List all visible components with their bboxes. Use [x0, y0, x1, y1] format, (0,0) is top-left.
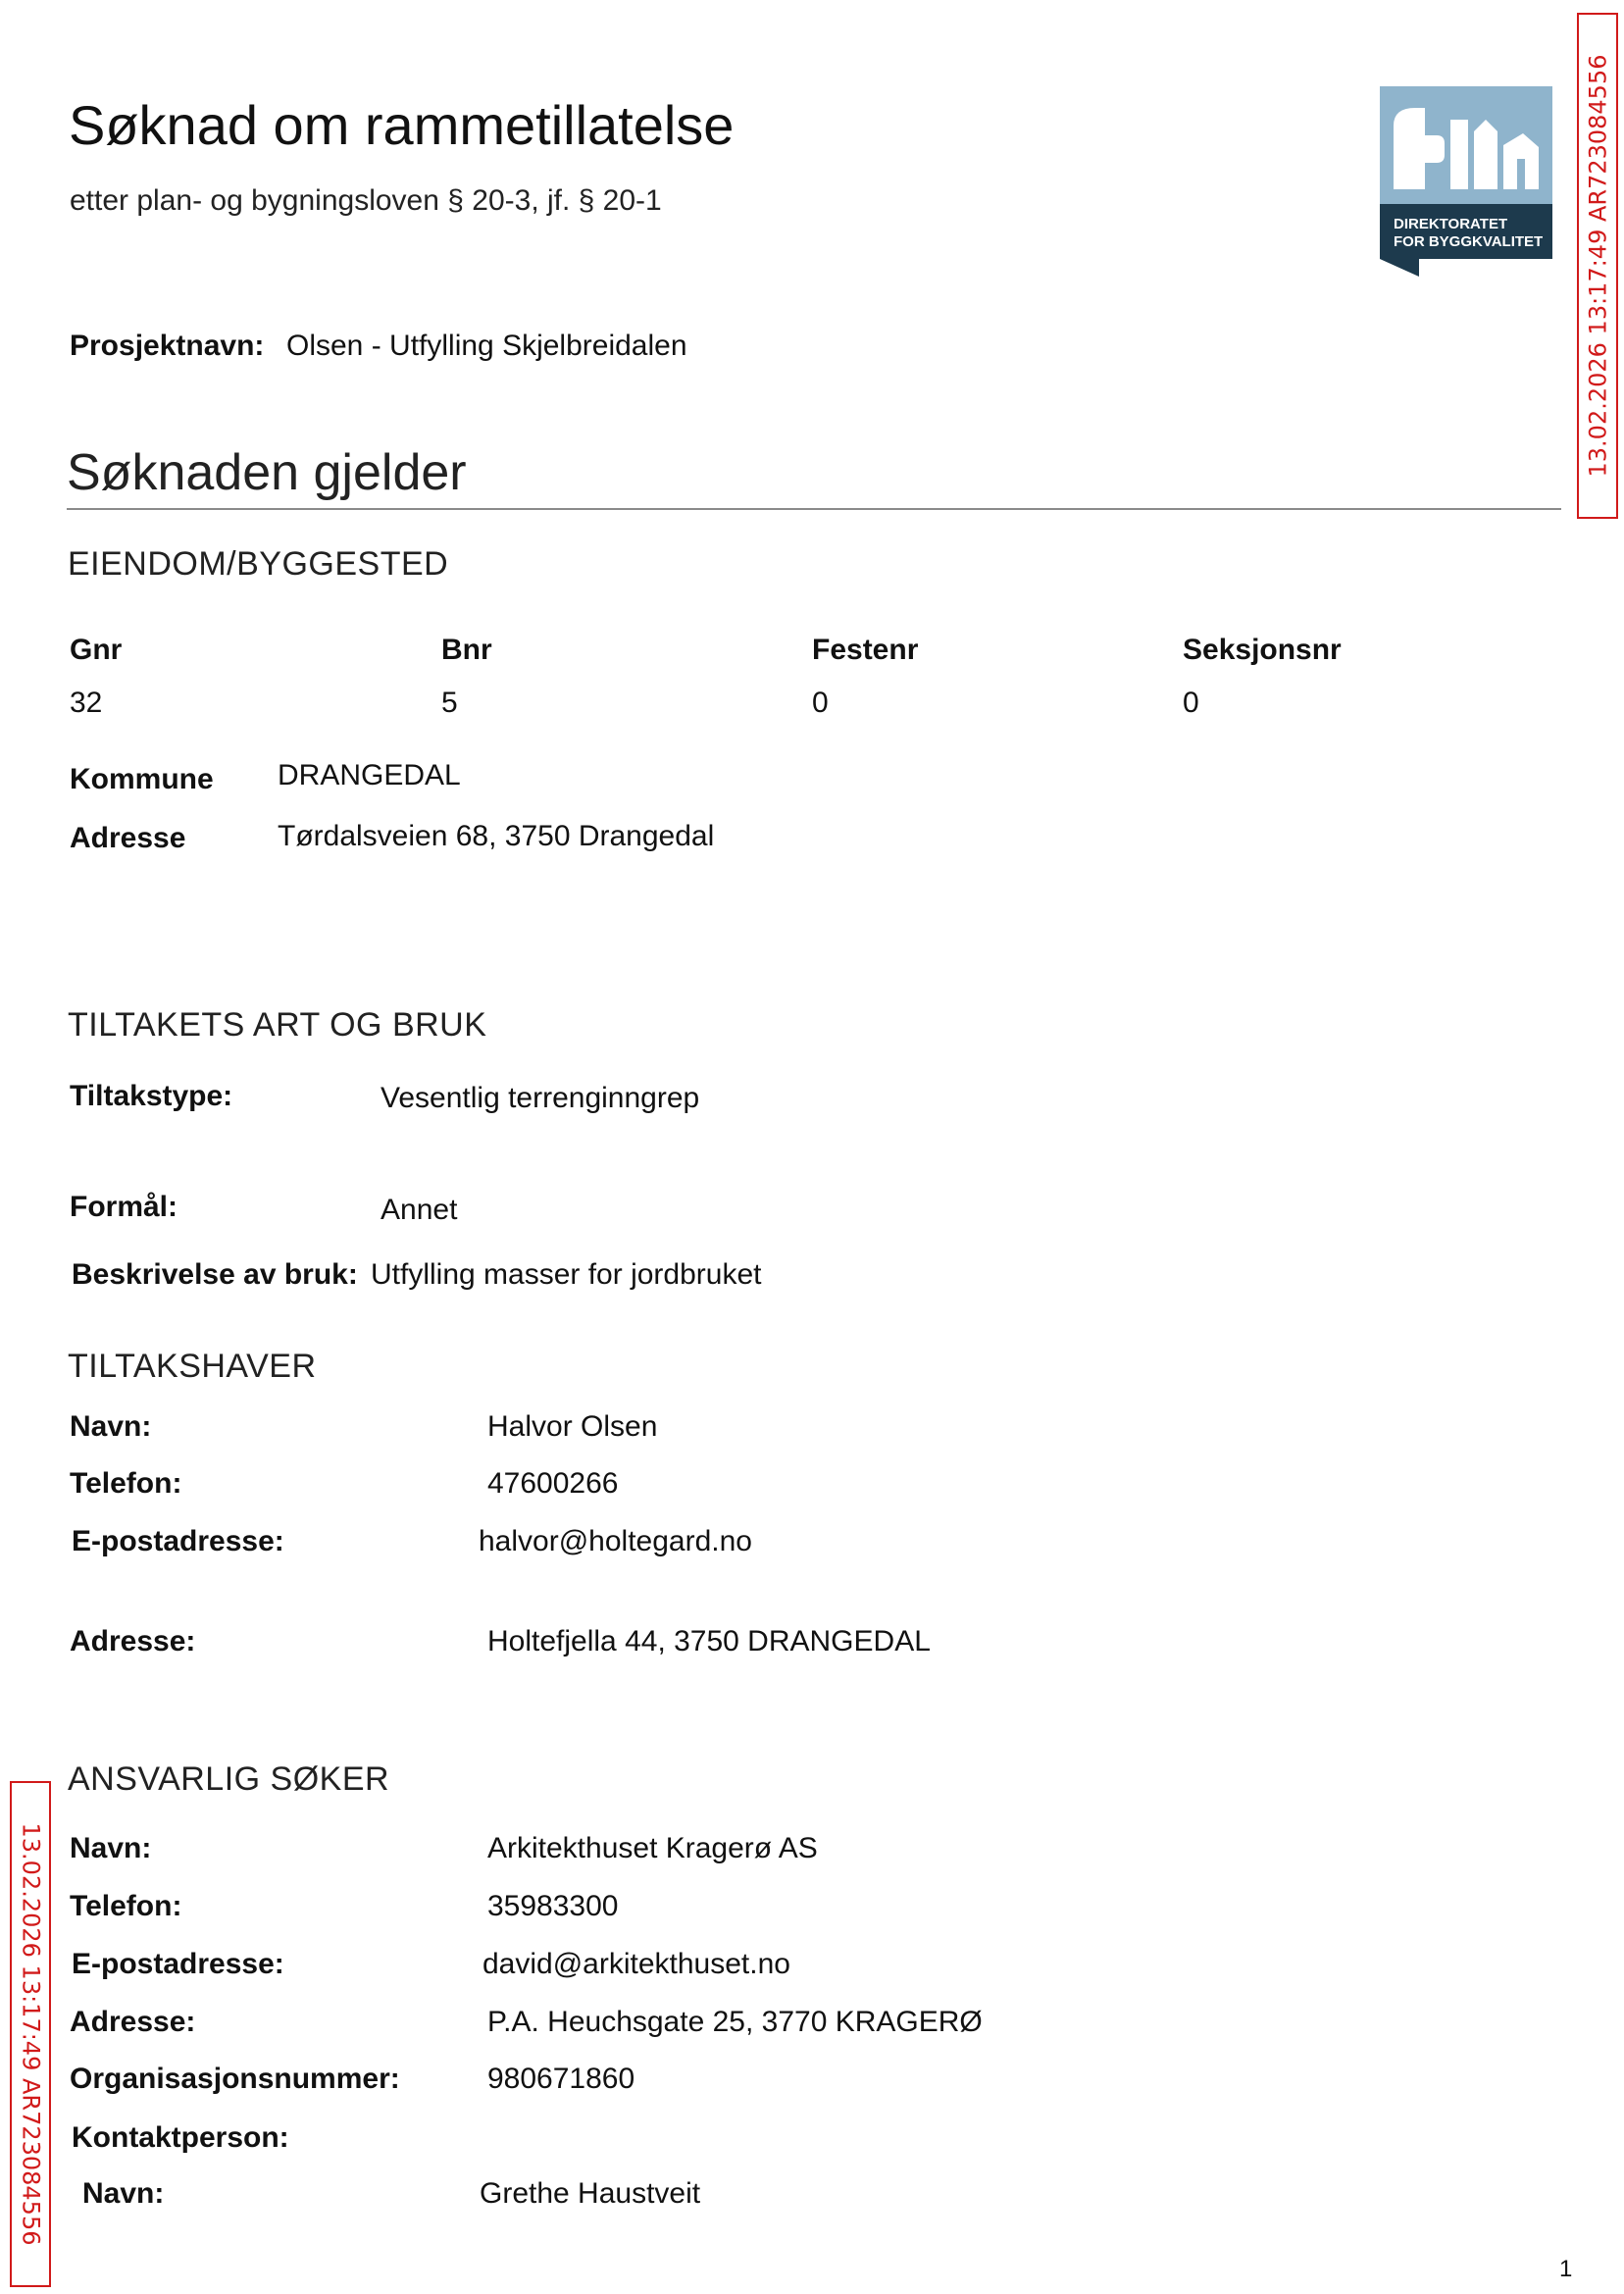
kontaktperson-navn-value: Grethe Haustveit — [480, 2177, 701, 2210]
kontaktperson-label: Kontaktperson: — [72, 2121, 289, 2154]
tiltakshaver-adresse-label: Adresse: — [70, 1625, 196, 1657]
tiltakshaver-telefon-value: 47600266 — [487, 1467, 619, 1500]
ansvarlig-org-value: 980671860 — [487, 2063, 635, 2095]
tiltakstype-label: Tiltakstype: — [70, 1080, 233, 1112]
tiltakshaver-navn-value: Halvor Olsen — [487, 1410, 658, 1443]
tiltakstype-value: Vesentlig terrenginngrep — [381, 1082, 700, 1114]
archive-stamp-text: 13.02.2026 13:17:49 AR723084556 — [17, 1822, 45, 2246]
dibk-logo — [1380, 86, 1552, 277]
kommune-value: DRANGEDAL — [278, 759, 461, 791]
archive-stamp-top — [1577, 13, 1618, 519]
section-divider — [67, 508, 1561, 510]
project-name-label: Prosjektnavn: — [70, 330, 265, 362]
ansvarlig-telefon-value: 35983300 — [487, 1890, 619, 1922]
page-number: 1 — [1559, 2256, 1573, 2282]
beskrivelse-value: Utfylling masser for jordbruket — [371, 1258, 762, 1291]
kontaktperson-navn-label: Navn: — [82, 2177, 165, 2210]
beskrivelse-label: Beskrivelse av bruk: — [72, 1258, 358, 1291]
seksjonsnr-label: Seksjonsnr — [1183, 634, 1342, 666]
festenr-label: Festenr — [812, 634, 919, 666]
ansvarlig-epost-value: david@arkitekthuset.no — [482, 1948, 790, 1980]
logo-text-line1: DIREKTORATET — [1394, 216, 1508, 232]
tiltakshaver-navn-label: Navn: — [70, 1410, 152, 1443]
project-name-value: Olsen - Utfylling Skjelbreidalen — [286, 330, 687, 362]
ansvarlig-heading: ANSVARLIG SØKER — [68, 1760, 390, 1798]
document-title: Søknad om rammetillatelse — [69, 94, 735, 156]
tiltakshaver-epost-value: halvor@holtegard.no — [479, 1525, 752, 1557]
eiendom-heading: EIENDOM/BYGGESTED — [68, 545, 449, 583]
bnr-value: 5 — [441, 687, 458, 719]
adresse-label: Adresse — [70, 822, 186, 854]
tiltak-heading: TILTAKETS ART OG BRUK — [68, 1006, 487, 1044]
formal-value: Annet — [381, 1194, 458, 1226]
document-subtitle: etter plan- og bygningsloven § 20-3, jf. § 20-1 — [70, 184, 662, 217]
logo-tail — [1380, 259, 1419, 277]
seksjonsnr-value: 0 — [1183, 687, 1199, 719]
section-title: Søknaden gjelder — [67, 444, 467, 501]
archive-stamp-text: 13.02.2026 13:17:49 AR723084556 — [1584, 54, 1612, 478]
archive-stamp-left — [10, 1781, 51, 2287]
adresse-value: Tørdalsveien 68, 3750 Drangedal — [278, 820, 715, 852]
ansvarlig-epost-label: E-postadresse: — [72, 1948, 284, 1980]
festenr-value: 0 — [812, 687, 829, 719]
tiltakshaver-heading: TILTAKSHAVER — [68, 1348, 317, 1385]
bnr-label: Bnr — [441, 634, 492, 666]
tiltakshaver-epost-label: E-postadresse: — [72, 1525, 284, 1557]
ansvarlig-navn-value: Arkitekthuset Kragerø AS — [487, 1832, 818, 1864]
ansvarlig-adresse-label: Adresse: — [70, 2006, 196, 2038]
ansvarlig-adresse-value: P.A. Heuchsgate 25, 3770 KRAGERØ — [487, 2006, 983, 2038]
ansvarlig-org-label: Organisasjonsnummer: — [70, 2063, 400, 2095]
tiltakshaver-adresse-value: Holtefjella 44, 3750 DRANGEDAL — [487, 1625, 931, 1657]
gnr-label: Gnr — [70, 634, 123, 666]
ansvarlig-navn-label: Navn: — [70, 1832, 152, 1864]
kommune-label: Kommune — [70, 763, 214, 795]
logo-text-line2: FOR BYGGKVALITET — [1394, 233, 1544, 250]
gnr-value: 32 — [70, 687, 103, 719]
formal-label: Formål: — [70, 1191, 178, 1223]
ansvarlig-telefon-label: Telefon: — [70, 1890, 182, 1922]
tiltakshaver-telefon-label: Telefon: — [70, 1467, 182, 1500]
